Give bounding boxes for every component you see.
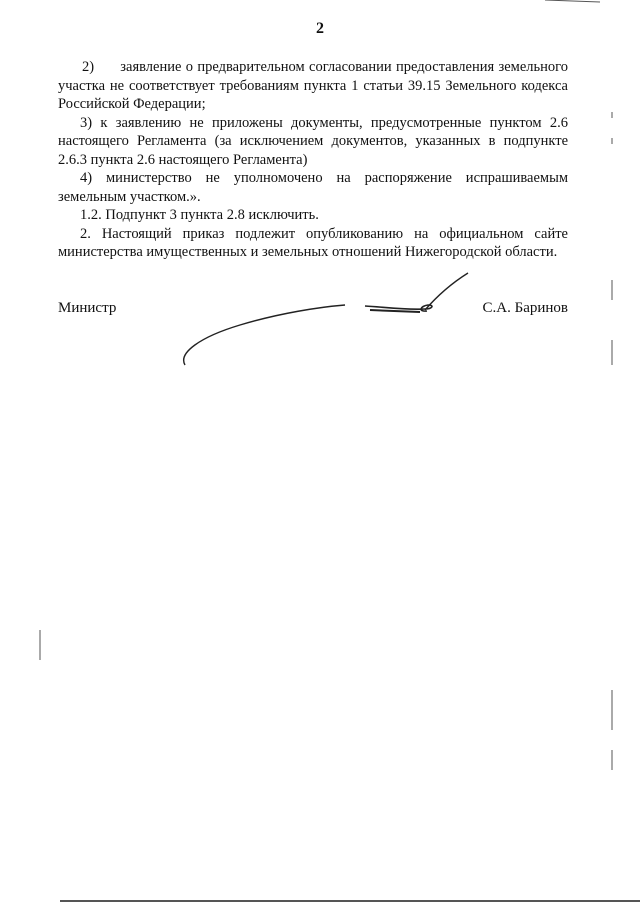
paragraph-1-2: 1.2. Подпункт 3 пункта 2.8 исключить. <box>80 207 319 223</box>
signer-title: Министр <box>58 300 117 316</box>
signer-name: С.А. Баринов <box>482 300 568 316</box>
paragraph-2: 2. Настоящий приказ подлежит опубликованию на официальном сайте министерства имущественных и земельных отношений Нижегородской области. <box>58 225 568 260</box>
paragraph-item-4: 4) министерство не уполномочено на распоряжение испрашиваемым земельным участком.». <box>58 170 568 205</box>
paragraph-item-2: 2) заявление о предварительном согласовании предоставления земельного участка не соответствует требованиям пункта 1 статьи 39.15 Земельного кодекса Российской Федерации; <box>58 59 568 112</box>
paragraph-item-3: 3) к заявлению не приложены документы, предусмотренные пунктом 2.6 настоящего Регламента (за исключением документов, указанных в подпункте 2.6.3 пункта 2.6 настоящего Регламента) <box>58 114 568 168</box>
page-number: 2 <box>316 20 324 37</box>
